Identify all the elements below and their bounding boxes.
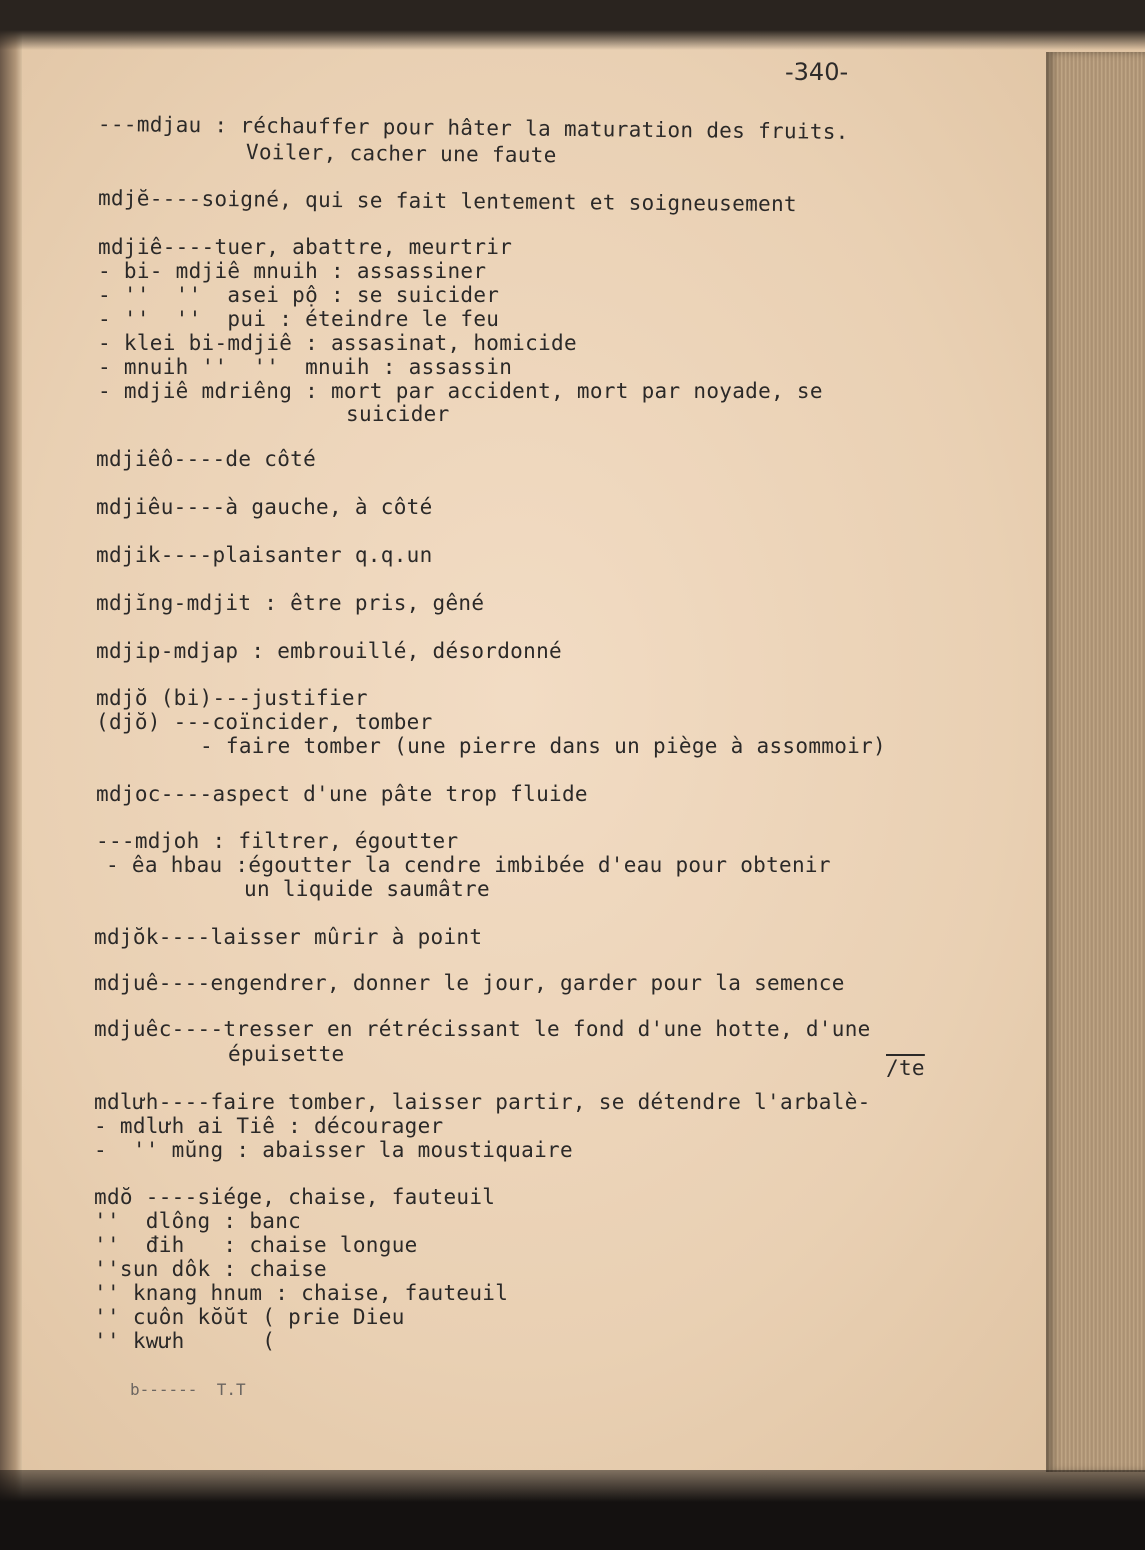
- entry-line: (djŏ) ---coïncider, tomber: [96, 710, 433, 734]
- entry-line: mdjik----plaisanter q.q.un: [96, 543, 433, 567]
- entry-line: suicider: [346, 402, 450, 426]
- entry-line: /te: [886, 1056, 925, 1080]
- faded-text: b------ T.T: [130, 1380, 246, 1399]
- entry-line: ''sun dôk : chaise: [94, 1257, 327, 1281]
- entry-line: mdjĕ----soigné, qui se fait lentement et soigneusement: [97, 186, 798, 217]
- entry-line: mdjuê----engendrer, donner le jour, garder pour la semence: [94, 971, 845, 995]
- entry-line: - faire tomber (une pierre dans un piège à assommoir): [200, 734, 886, 758]
- entry-line: mdjiêô----de côté: [96, 447, 317, 471]
- entry-line: ---mdjau : réchauffer pour hâter la maturation des fruits.: [97, 112, 849, 144]
- entry-line: mdjiê----tuer, abattre, meurtrir: [98, 235, 513, 259]
- entry-line: mdjiêu----à gauche, à côté: [96, 495, 433, 519]
- entry-line: '' knang hnum : chaise, fauteuil: [94, 1281, 509, 1305]
- top-background: [0, 0, 1145, 50]
- entry-line: épuisette: [228, 1042, 345, 1066]
- entry-line: - mdlưh ai Tiê : décourager: [94, 1114, 444, 1138]
- bottom-background: [0, 1470, 1145, 1550]
- entry-line: - '' mŭng : abaisser la moustiquaire: [94, 1138, 573, 1162]
- entry-line: '' dlông : banc: [94, 1209, 302, 1233]
- entry-line: - '' '' asei pộ : se suicider: [98, 283, 500, 307]
- entry-line: mdjip-mdjap : embrouillé, désordonné: [96, 639, 562, 663]
- entry-line: - '' '' pui : éteindre le feu: [98, 307, 500, 331]
- entry-line: mdlưh----faire tomber, laisser partir, se détendre l'arbalè-: [94, 1090, 871, 1114]
- entry-line: mdjĭng-mdjit : être pris, gêné: [96, 591, 485, 615]
- entry-line: '' đih : chaise longue: [94, 1233, 418, 1257]
- entry-line: mdjŏk----laisser mûrir à point: [94, 925, 483, 949]
- entry-line: ---mdjoh : filtrer, égoutter: [96, 829, 459, 853]
- entry-line: - mnuih '' '' mnuih : assassin: [98, 355, 513, 379]
- entry-line: mdŏ ----siége, chaise, fauteuil: [94, 1185, 496, 1209]
- entry-line: '' cuôn kŏŭt ( prie Dieu: [94, 1305, 405, 1329]
- entry-line: '' kwưh (: [94, 1329, 276, 1353]
- entry-line: - bi- mdjiê mnuih : assassiner: [98, 259, 487, 283]
- entry-line: un liquide saumâtre: [244, 877, 490, 901]
- entry-line: - êa hbau :égoutter la cendre imbibée d'eau pour obtenir: [106, 853, 831, 877]
- entry-line: mdjuêc----tresser en rétrécissant le fond d'une hotte, d'une: [94, 1017, 871, 1041]
- page-number: -340-: [785, 58, 849, 86]
- page-stack-edge: [1046, 52, 1145, 1472]
- left-page-edge: [0, 0, 22, 1550]
- entry-line: - mdjiê mdriêng : mort par accident, mort par noyade, se: [98, 379, 823, 403]
- entry-line: mdjoc----aspect d'une pâte trop fluide: [96, 782, 588, 806]
- entry-line: - klei bi-mdjiê : assasinat, homicide: [98, 331, 577, 355]
- entry-line: mdjŏ (bi)---justifier: [96, 686, 368, 710]
- entry-line: Voiler, cacher une faute: [245, 140, 557, 168]
